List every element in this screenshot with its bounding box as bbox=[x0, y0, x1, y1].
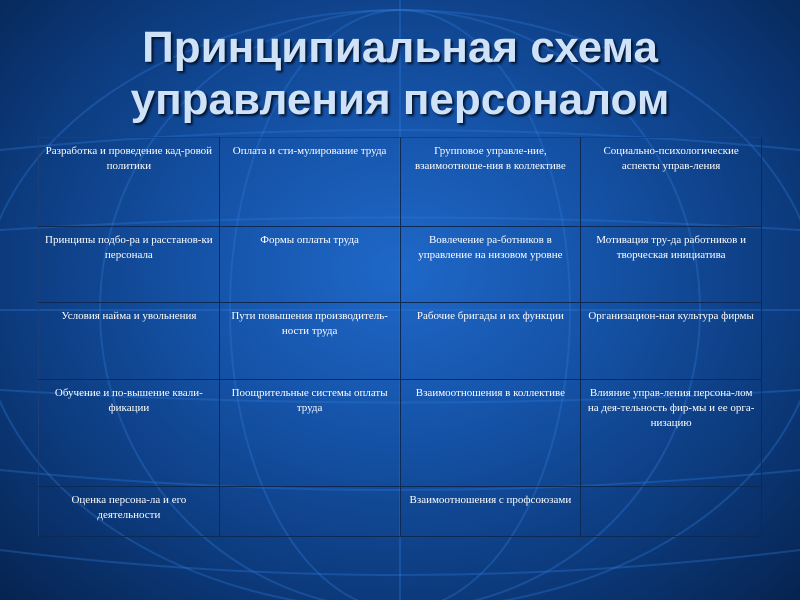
table-row bbox=[39, 379, 762, 486]
table-cell: Пути повышения производитель-ности труда bbox=[219, 303, 400, 380]
table-cell: Мотивация тру-да работников и творческая инициатива bbox=[581, 226, 762, 303]
table-cell: Организацион-ная культура фирмы bbox=[581, 303, 762, 380]
slide-title bbox=[0, 22, 800, 126]
scheme-table bbox=[38, 137, 762, 537]
header-cell-personnel-policy: Разработка и проведение кад-ровой политики bbox=[39, 138, 220, 227]
table-row bbox=[39, 226, 762, 303]
table-cell: Взаимоотношения с профсоюзами bbox=[400, 486, 581, 536]
table-cell: Принципы подбо-ра и расстанов-ки персонала bbox=[39, 226, 220, 303]
slide-title-line-2: управления персоналом bbox=[130, 75, 670, 124]
table-row bbox=[39, 303, 762, 380]
table-cell: Вовлечение ра-ботников в управление на низовом уровне bbox=[400, 226, 581, 303]
table-cell: Обучение и по-вышение квали-фикации bbox=[39, 379, 220, 486]
table-row bbox=[39, 486, 762, 536]
slide-title-line-1: Принципиальная схема bbox=[142, 23, 658, 72]
header-cell-social-psychological: Социально-психологические аспекты управ-ления bbox=[581, 138, 762, 227]
table-cell: Формы оплаты труда bbox=[219, 226, 400, 303]
table-cell: Рабочие бригады и их функции bbox=[400, 303, 581, 380]
table-cell-empty bbox=[581, 486, 762, 536]
table-header-row bbox=[39, 138, 762, 227]
table-cell: Оценка персона-ла и его деятельности bbox=[39, 486, 220, 536]
table-cell-empty bbox=[219, 486, 400, 536]
header-cell-group-management: Групповое управле-ние, взаимоотноше-ния в коллективе bbox=[400, 138, 581, 227]
table-cell: Влияние управ-ления персона-лом на дея-тельность фир-мы и ее орга-низацию bbox=[581, 379, 762, 486]
table-cell: Взаимоотношения в коллективе bbox=[400, 379, 581, 486]
table-cell: Поощрительные системы оплаты труда bbox=[219, 379, 400, 486]
table-cell: Условия найма и увольнения bbox=[39, 303, 220, 380]
header-cell-pay-and-incentives: Оплата и сти-мулирование труда bbox=[219, 138, 400, 227]
